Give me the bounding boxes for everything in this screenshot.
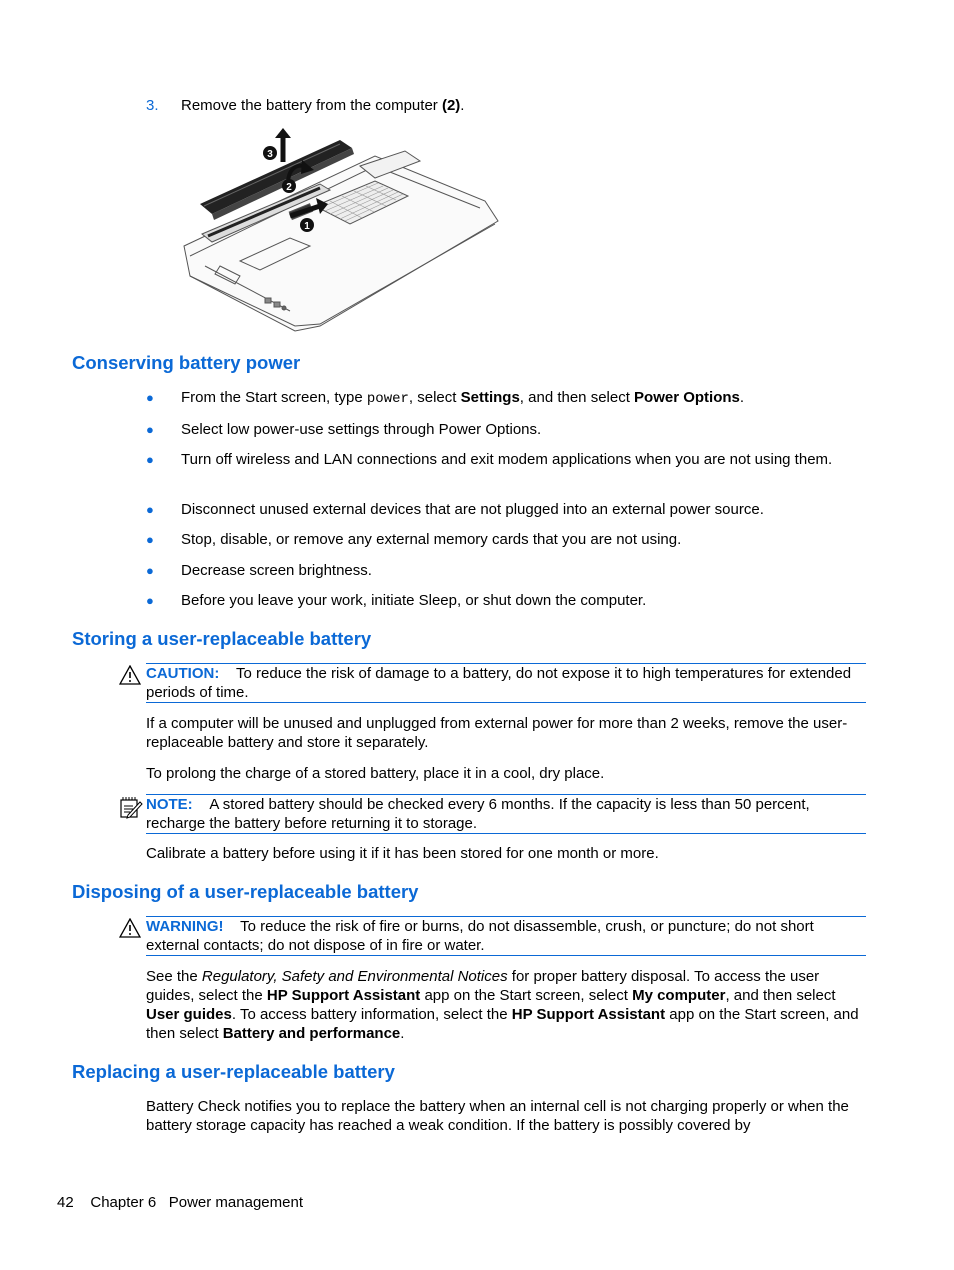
note-box xyxy=(146,794,866,834)
bullet-item-7: Before you leave your work, initiate Sleep, or shut down the computer. xyxy=(181,592,647,609)
callout-3 xyxy=(263,146,277,160)
bullet-item-4: Disconnect unused external devices that are not plugged into an external power source. xyxy=(181,501,764,518)
paragraph: If a computer will be unused and unplugged from external power for more than 2 weeks, remove the user-replaceable battery and store it separately. xyxy=(146,715,848,751)
svg-text:2: 2 xyxy=(286,182,292,193)
bullet-marker: ● xyxy=(146,390,154,405)
page-footer xyxy=(57,1193,303,1212)
bullet-item-3: Turn off wireless and LAN connections and exit modem applications when you are not using them. xyxy=(181,451,833,468)
bullet-marker: ● xyxy=(146,452,154,467)
bullet-marker: ● xyxy=(146,593,154,608)
bullet-marker: ● xyxy=(146,422,154,437)
section-heading-conserving: Conserving battery power xyxy=(72,352,301,373)
warning-box xyxy=(146,916,866,956)
caution-box xyxy=(146,663,866,703)
caution-icon xyxy=(119,665,141,685)
callout-1 xyxy=(300,218,314,232)
step-number: 3. xyxy=(146,97,159,114)
warning-label: WARNING! xyxy=(146,918,224,935)
bullet-marker: ● xyxy=(146,532,154,547)
step-text: Remove the battery from the computer (2). xyxy=(181,97,465,114)
warning-text: To reduce the risk of fire or burns, do not disassemble, crush, or puncture; do not short external contacts; do not dispose of in fire or water. xyxy=(146,918,814,954)
bullet-item-5: Stop, disable, or remove any external memory cards that you are not using. xyxy=(181,531,682,548)
chapter-label: Chapter 6 xyxy=(90,1194,157,1211)
paragraph: To prolong the charge of a stored battery, place it in a cool, dry place. xyxy=(146,765,605,782)
section-heading-replacing: Replacing a user-replaceable battery xyxy=(72,1061,395,1082)
bullet-marker: ● xyxy=(146,563,154,578)
note-text: A stored battery should be checked every 6 months. If the capacity is less than 50 percent, recharge the battery before returning it to storage. xyxy=(146,796,810,832)
section-heading-storing: Storing a user-replaceable battery xyxy=(72,628,372,649)
paragraph: Calibrate a battery before using it if it has been stored for one month or more. xyxy=(146,845,659,862)
caution-text: To reduce the risk of damage to a battery, do not expose it to high temperatures for extended periods of time. xyxy=(146,665,852,701)
bullet-item-2: Select low power-use settings through Power Options. xyxy=(181,421,542,438)
note-label: NOTE: xyxy=(146,796,193,813)
svg-text:1: 1 xyxy=(304,221,310,232)
bullet-item-1: From the Start screen, type power, select Settings, and then select Power Options. xyxy=(181,389,745,407)
caution-label: CAUTION: xyxy=(146,665,220,682)
page-number: 42 xyxy=(57,1194,74,1211)
note-icon xyxy=(119,796,143,820)
section-heading-disposing: Disposing of a user-replaceable battery xyxy=(72,881,419,902)
svg-text:3: 3 xyxy=(267,149,273,160)
bullet-marker: ● xyxy=(146,502,154,517)
callout-2 xyxy=(282,179,296,193)
chapter-title: Power management xyxy=(168,1194,303,1211)
paragraph-disposal: See the Regulatory, Safety and Environmental Notices for proper battery disposal. To access the user guides, select the HP Support Assistant app on the Start screen, select My computer, and then select User guides. To access battery information, select the HP Support Assistant app on the Start screen, and then select Battery and performance. xyxy=(146,968,859,1042)
warning-icon xyxy=(119,918,141,938)
paragraph: Battery Check notifies you to replace the battery when an internal cell is not charging properly or when the battery storage capacity has reached a weak condition. If the battery is possibly covered by xyxy=(146,1098,849,1134)
battery-removal-illustration xyxy=(180,126,502,332)
bullet-item-6: Decrease screen brightness. xyxy=(181,562,372,579)
